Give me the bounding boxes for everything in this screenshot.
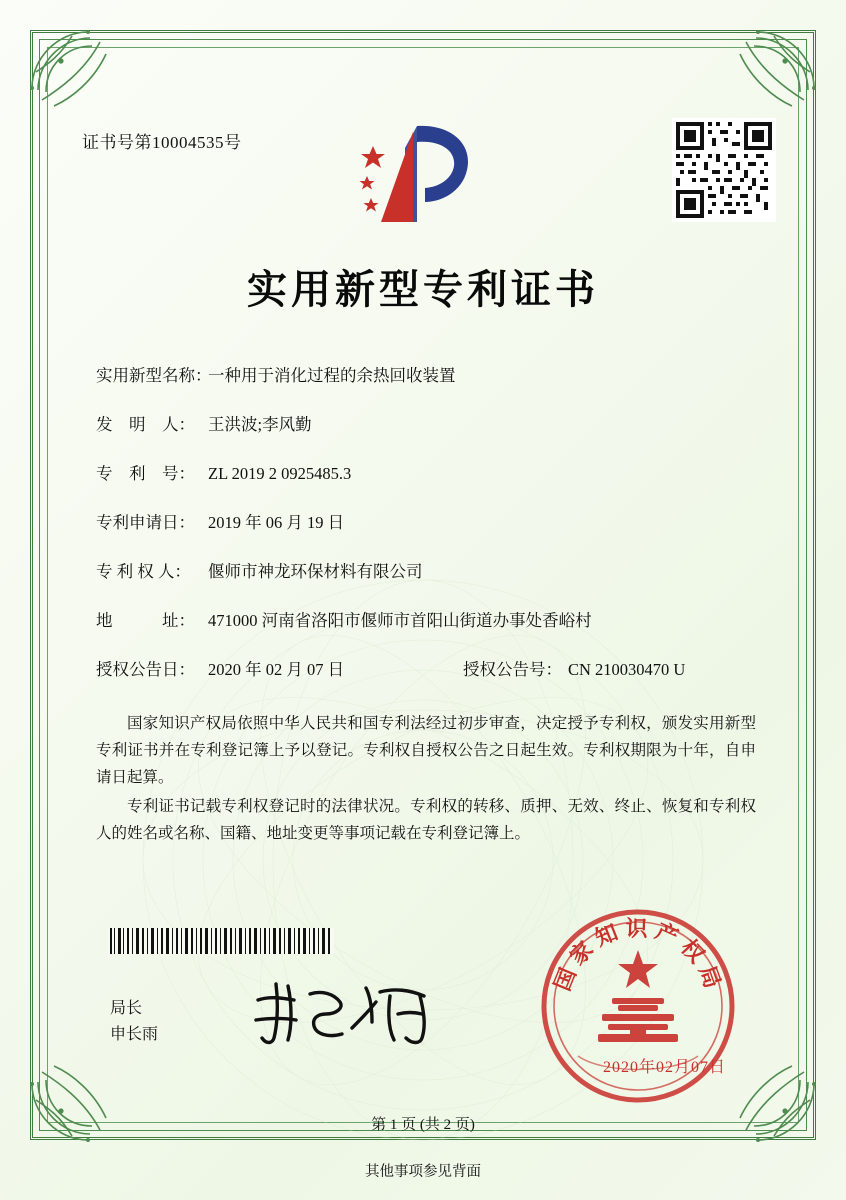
- director-title-label: 局长: [110, 1000, 143, 1017]
- field-label: 专 利 权 人：: [96, 562, 191, 581]
- field-value: 一种用于消化过程的余热回收装置: [208, 366, 456, 385]
- handwritten-signature-icon: [248, 978, 448, 1050]
- field-value: 471000 河南省洛阳市偃师市首阳山街道办事处香峪村: [208, 611, 592, 630]
- field-value: 2019 年 06 月 19 日: [208, 513, 345, 532]
- field-label: 专 利 号：: [96, 464, 195, 483]
- field-list: [96, 362, 756, 705]
- field-value: 偃师市神龙环保材料有限公司: [208, 562, 423, 581]
- legal-paragraph: 专利证书记载专利权登记时的法律状况。专利权的转移、质押、无效、终止、恢复和专利权人的姓名或名称、国籍、地址变更等事项记载在专利登记簿上。: [96, 798, 756, 842]
- field-value-secondary: CN 210030470 U: [568, 660, 686, 679]
- legal-paragraph: 国家知识产权局依照中华人民共和国专利法经过初步审查，决定授予专利权，颁发实用新型专利证书并在专利登记簿上予以登记。专利权自授权公告之日起生效。专利权期限为十年，自申请日起算。: [96, 715, 756, 786]
- field-label: 授权公告日：: [96, 660, 195, 679]
- certificate-number: 证书号第10004535号: [82, 133, 242, 152]
- seal-date: 2020年02月07日: [602, 1059, 726, 1076]
- director-name-label: 申长雨: [110, 1026, 159, 1043]
- page-number: 第 1 页 (共 2 页): [371, 1117, 475, 1133]
- field-row-inventor: [96, 411, 756, 435]
- page-title: 实用新型专利证书: [247, 267, 599, 312]
- field-value: 王洪波;李风勤: [208, 415, 312, 434]
- field-row-address: [96, 607, 756, 631]
- field-row-patent-no: [96, 460, 756, 484]
- qr-code-icon: [672, 118, 776, 222]
- back-side-note: 其他事项参见背面: [365, 1164, 481, 1180]
- field-label-secondary: 授权公告号：: [463, 660, 562, 679]
- barcode-icon: [108, 928, 334, 954]
- field-label: 专利申请日：: [96, 513, 195, 532]
- field-row-grant-announcement: [96, 656, 756, 680]
- legal-text-block: [96, 710, 756, 849]
- field-value: 2020 年 02 月 07 日: [208, 660, 345, 679]
- svg-text:国家知识产权局: 国家知识产权局: [549, 915, 728, 998]
- field-label: 实用新型名称：: [96, 366, 212, 385]
- field-row-application-date: [96, 509, 756, 533]
- cnipa-logo-icon: [355, 118, 475, 228]
- field-value: ZL 2019 2 0925485.3: [208, 464, 352, 483]
- field-row-name: [96, 362, 756, 386]
- field-label: 发 明 人：: [96, 415, 195, 434]
- field-row-patentee: [96, 558, 756, 582]
- field-label: 地 址：: [96, 611, 195, 630]
- signature-labels: [110, 996, 158, 1048]
